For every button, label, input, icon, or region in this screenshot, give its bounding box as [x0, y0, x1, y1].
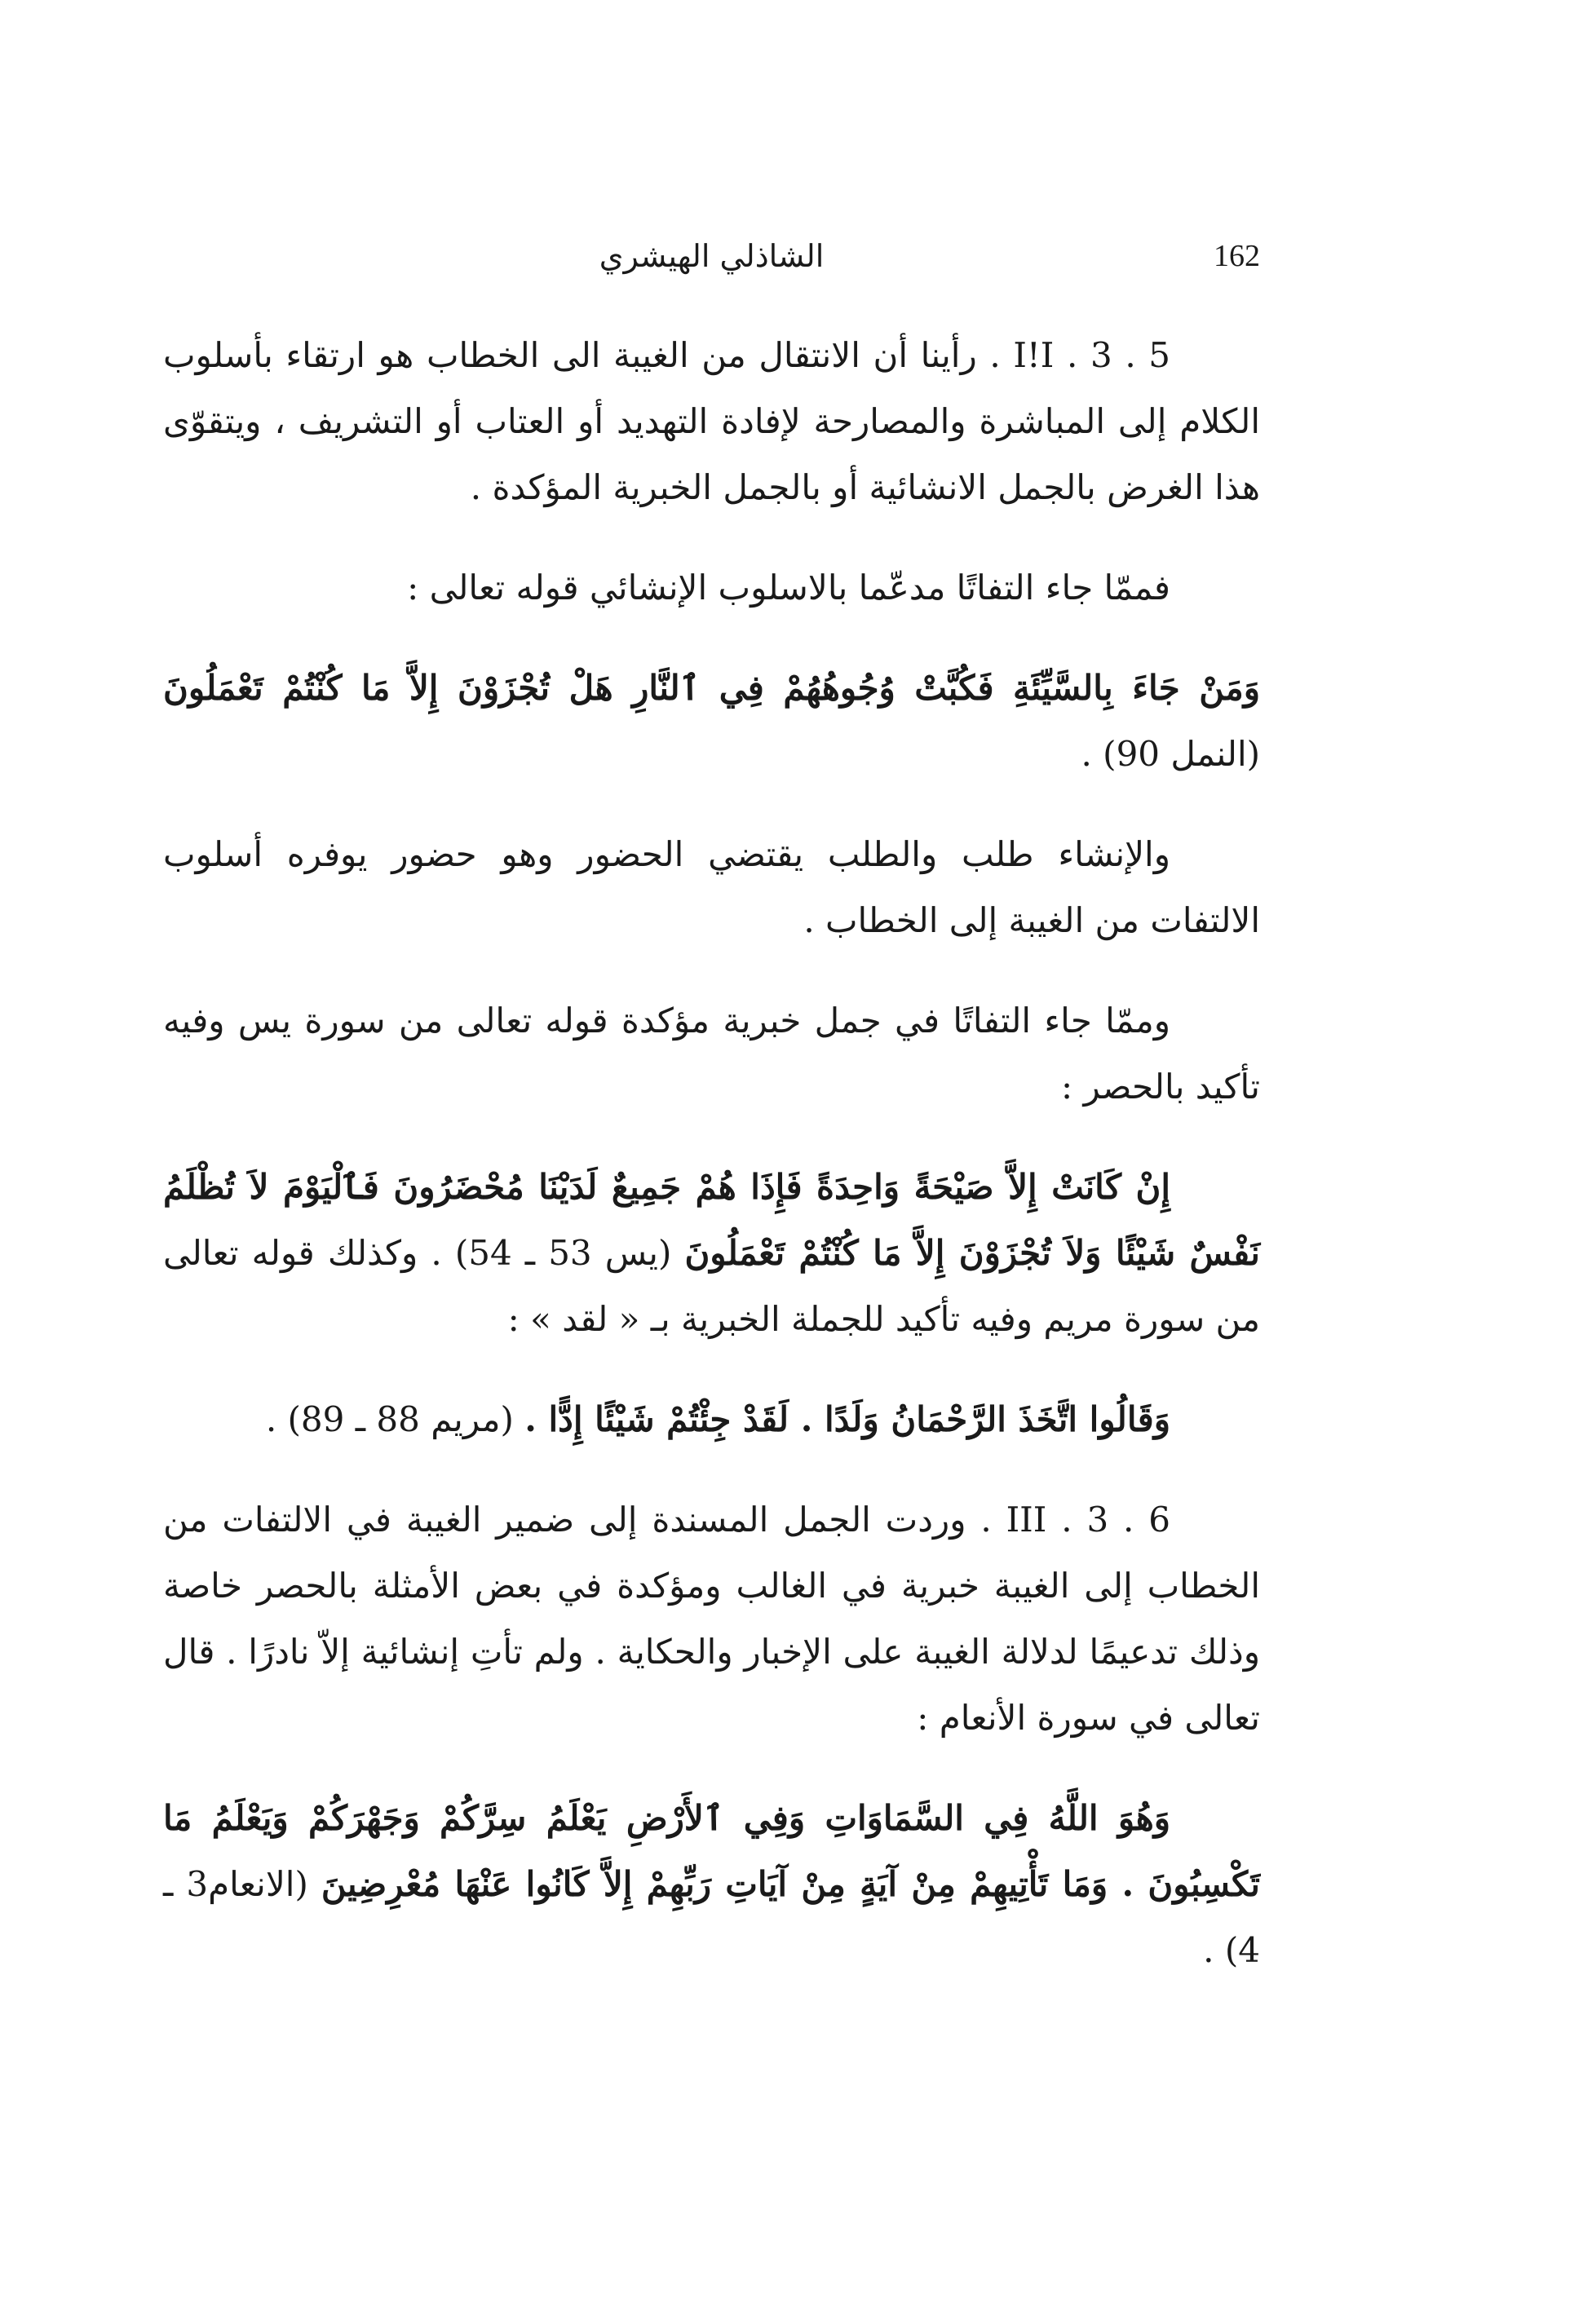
- verse-reference: (النمل 90) .: [1081, 734, 1260, 774]
- paragraph-section-5: I!I . 3 . 5 . رأينا أن الانتقال من الغيبة الى الخطاب هو ارتقاء بأسلوب الكلام إلى المباشرة والمصارحة لإفادة التهديد أو العتاب أو التشريف ، ويتقوّى هذا الغرض بالجمل الانشائية أو بالجمل الخبرية المؤكدة .: [163, 335, 1260, 507]
- quran-verse-maryam: [163, 1386, 1260, 1452]
- page-number: 162: [1214, 239, 1260, 273]
- verse-text: وَمَنْ جَاءَ بِالسَّيِّئَةِ فَكُبَّتْ وُجُوهُهُمْ فِي ٱلنَّارِ هَلْ تُجْزَوْنَ إِلاَّ مَا كُنْتُمْ تَعْمَلُونَ: [163, 668, 1260, 708]
- verse-text: إِنْ كَانَتْ إِلاَّ صَيْحَةً وَاحِدَةً فَإِذَا هُمْ جَمِيعٌ لَدَيْنَا مُحْضَرُونَ فَٱلْيَوْمَ لاَ تُظْلَمُ نَفْسٌ شَيْئًا وَلاَ تُجْزَوْنَ إِلاَّ مَا كُنْتُمْ تَعْمَلُونَ: [163, 1167, 1260, 1273]
- verse-reference: (يس 53 ـ 54) . وكذلك قوله تعالى من سورة مريم وفيه تأكيد للجملة الخبرية بـ « لقد » :: [163, 1233, 1260, 1339]
- quran-verse-anam: [163, 1785, 1260, 1983]
- running-title: الشاذلي الهيشري: [599, 238, 825, 274]
- paragraph-yasin-intro: وممّا جاء التفاتًا في جمل خبرية مؤكدة قوله تعالى من سورة يس وفيه تأكيد بالحصر :: [163, 1001, 1260, 1107]
- verse-text: وَقَالُوا اتَّخَذَ الرَّحْمَانُ وَلَدًا . لَقَدْ جِئْتُمْ شَيْئًا إِدًّا .: [524, 1399, 1170, 1439]
- verse-reference: (الانعام3 ـ 4) .: [163, 1864, 1260, 1970]
- quran-verse-naml: [163, 655, 1260, 787]
- verse-text: وَهُوَ اللَّهُ فِي السَّمَاوَاتِ وَفِي ٱلأَرْضِ يَعْلَمُ سِرَّكُمْ وَجَهْرَكُمْ وَيَعْلَمُ مَا تَكْسِبُونَ . وَمَا تَأْتِيهِمْ مِنْ آيَةٍ مِنْ آيَاتِ رَبِّهِمْ إِلاَّ كَانُوا عَنْهَا مُعْرِضِينَ: [163, 1798, 1260, 1904]
- quran-verse-yasin: [163, 1154, 1260, 1352]
- verse-reference: (مريم 88 ـ 89) .: [265, 1399, 514, 1439]
- paragraph-example-intro: فممّا جاء التفاتًا مدعّما بالاسلوب الإنشائي قوله تعالى :: [407, 568, 1170, 608]
- paragraph-insha: والإنشاء طلب والطلب يقتضي الحضور وهو حضور يوفره أسلوب الالتفات من الغيبة إلى الخطاب .: [163, 834, 1260, 940]
- body-text: [163, 322, 1260, 2017]
- page-header: [163, 238, 1260, 287]
- paragraph-section-6: III . 3 . 6 . وردت الجمل المسندة إلى ضمير الغيبة في الالتفات من الخطاب إلى الغيبة خبرية في الغالب ومؤكدة في بعض الأمثلة بالحصر خاصة وذلك تدعيمًا لدلالة الغيبة على الإخبار والحكاية . ولم تأتِ إنشائية إلاّ نادرًا . قال تعالى في سورة الأنعام :: [163, 1500, 1260, 1738]
